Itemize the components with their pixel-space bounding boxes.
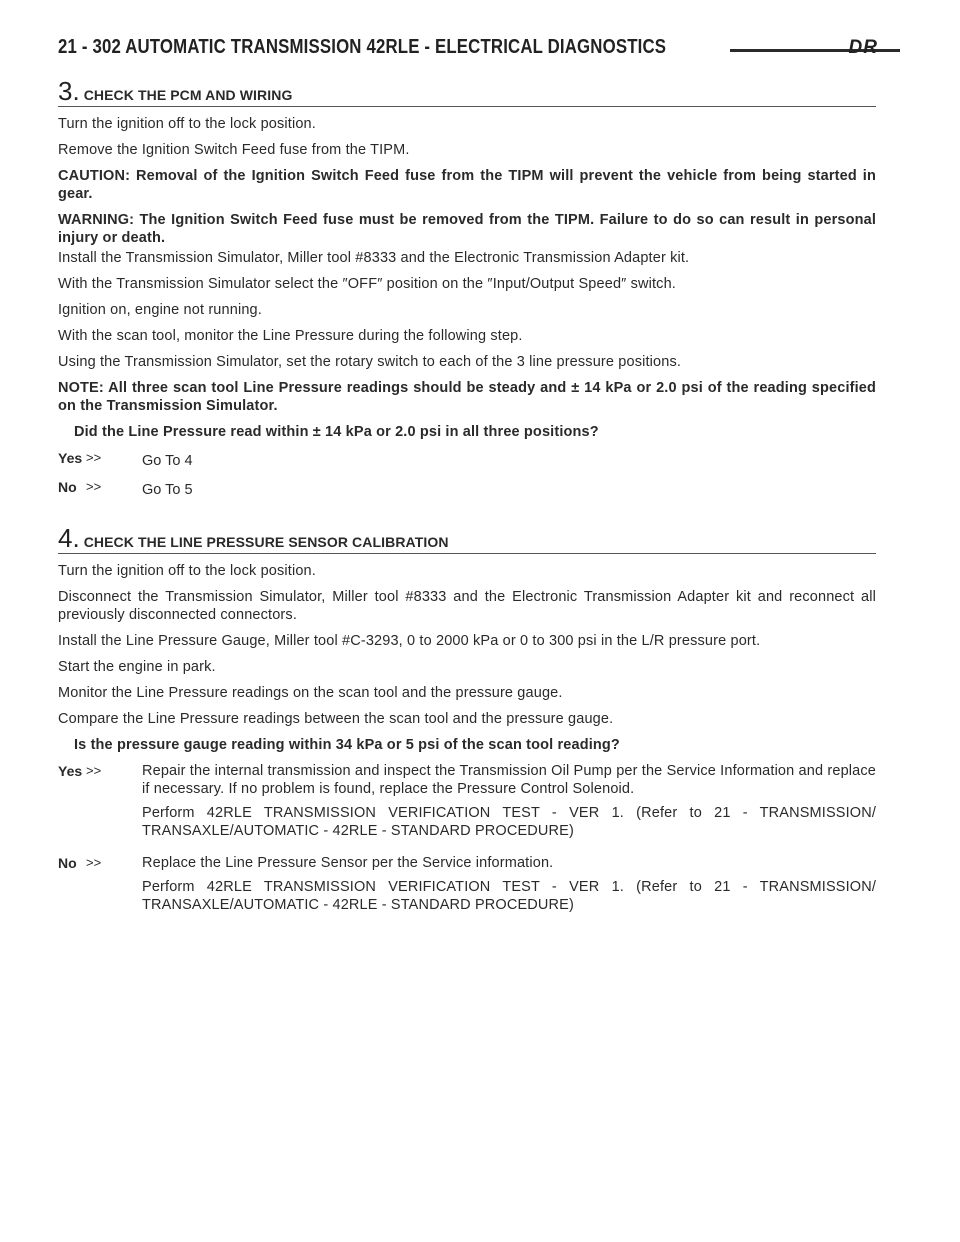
answer-label: Yes bbox=[58, 450, 83, 466]
answer-yes bbox=[58, 762, 876, 846]
answer-response: Go To 4 bbox=[142, 453, 193, 469]
instruction: With the Transmission Simulator select the ″OFF″ position on the ″Input/Output Speed″ switch. bbox=[58, 276, 676, 292]
step-title: CHECK THE LINE PRESSURE SENSOR CALIBRATION bbox=[83, 534, 449, 550]
answer-label: No bbox=[58, 479, 77, 495]
answer-response bbox=[142, 762, 876, 846]
instruction: Turn the ignition off to the lock position. bbox=[58, 563, 316, 579]
page-content bbox=[58, 78, 876, 928]
response-text: Repair the internal transmission and inspect the Transmission Oil Pump per the Service Information and replace if necessary. If no problem is found, replace the Pressure Control Solenoid. bbox=[142, 763, 876, 797]
caution-text: CAUTION: Removal of the Ignition Switch Feed fuse from the TIPM will prevent the vehicle from being started in gear. bbox=[58, 168, 876, 202]
model-code: DR bbox=[848, 37, 878, 58]
instruction: Ignition on, engine not running. bbox=[58, 302, 262, 318]
section-spacer bbox=[58, 507, 876, 525]
answer-response: Go To 5 bbox=[142, 482, 193, 498]
instruction: Monitor the Line Pressure readings on the scan tool and the pressure gauge. bbox=[58, 685, 563, 701]
answer-label: Yes bbox=[58, 763, 83, 779]
response-text: Perform 42RLE TRANSMISSION VERIFICATION TEST - VER 1. (Refer to 21 - TRANSMISSION/ TRANSAXLE/AUTOMATIC - 42RLE - STANDARD PROCEDURE) bbox=[142, 879, 876, 913]
step-number: 4. bbox=[58, 523, 80, 553]
step-title: CHECK THE PCM AND WIRING bbox=[83, 87, 293, 103]
page-header bbox=[58, 36, 878, 66]
arrow-icon: >> bbox=[86, 763, 102, 778]
diagnostic-question: Did the Line Pressure read within ± 14 kPa or 2.0 psi in all three positions? bbox=[74, 424, 599, 440]
arrow-icon: >> bbox=[86, 450, 102, 465]
answer-no bbox=[58, 854, 876, 920]
instruction: Remove the Ignition Switch Feed fuse from the TIPM. bbox=[58, 142, 410, 158]
instruction: Disconnect the Transmission Simulator, Miller tool #8333 and the Electronic Transmission Adapter kit and reconnect all previously disconnected connectors. bbox=[58, 589, 876, 623]
instruction: Compare the Line Pressure readings between the scan tool and the pressure gauge. bbox=[58, 711, 614, 727]
page-title: 21 - 302 AUTOMATIC TRANSMISSION 42RLE - ELECTRICAL DIAGNOSTICS bbox=[58, 36, 667, 58]
step-4-heading bbox=[58, 525, 876, 554]
instruction: Start the engine in park. bbox=[58, 659, 216, 675]
answer-no bbox=[58, 478, 876, 499]
diagnostic-question: Is the pressure gauge reading within 34 kPa or 5 psi of the scan tool reading? bbox=[74, 737, 620, 753]
answer-yes bbox=[58, 449, 876, 470]
arrow-icon: >> bbox=[86, 855, 102, 870]
answer-response bbox=[142, 854, 876, 920]
step-4 bbox=[58, 525, 876, 920]
response-text: Replace the Line Pressure Sensor per the Service information. bbox=[142, 855, 554, 871]
step-number: 3. bbox=[58, 76, 80, 106]
answer-label: No bbox=[58, 855, 77, 871]
warning-text: WARNING: The Ignition Switch Feed fuse must be removed from the TIPM. Failure to do so can result in personal injury or death. bbox=[58, 212, 876, 246]
arrow-icon: >> bbox=[86, 479, 102, 494]
instruction: Install the Transmission Simulator, Miller tool #8333 and the Electronic Transmission Adapter kit. bbox=[58, 250, 690, 266]
step-3-heading bbox=[58, 78, 876, 107]
instruction: Turn the ignition off to the lock position. bbox=[58, 116, 316, 132]
instruction: Using the Transmission Simulator, set the rotary switch to each of the 3 line pressure positions. bbox=[58, 354, 682, 370]
instruction: Install the Line Pressure Gauge, Miller tool #C-3293, 0 to 2000 kPa or 0 to 300 psi in the L/R pressure port. bbox=[58, 633, 761, 649]
note-text: NOTE: All three scan tool Line Pressure readings should be steady and ± 14 kPa or 2.0 psi of the reading specified on the Transmission Simulator. bbox=[58, 380, 876, 414]
step-3 bbox=[58, 78, 876, 499]
response-text: Perform 42RLE TRANSMISSION VERIFICATION TEST - VER 1. (Refer to 21 - TRANSMISSION/ TRANSAXLE/AUTOMATIC - 42RLE - STANDARD PROCEDURE) bbox=[142, 805, 876, 839]
instruction: With the scan tool, monitor the Line Pressure during the following step. bbox=[58, 328, 523, 344]
